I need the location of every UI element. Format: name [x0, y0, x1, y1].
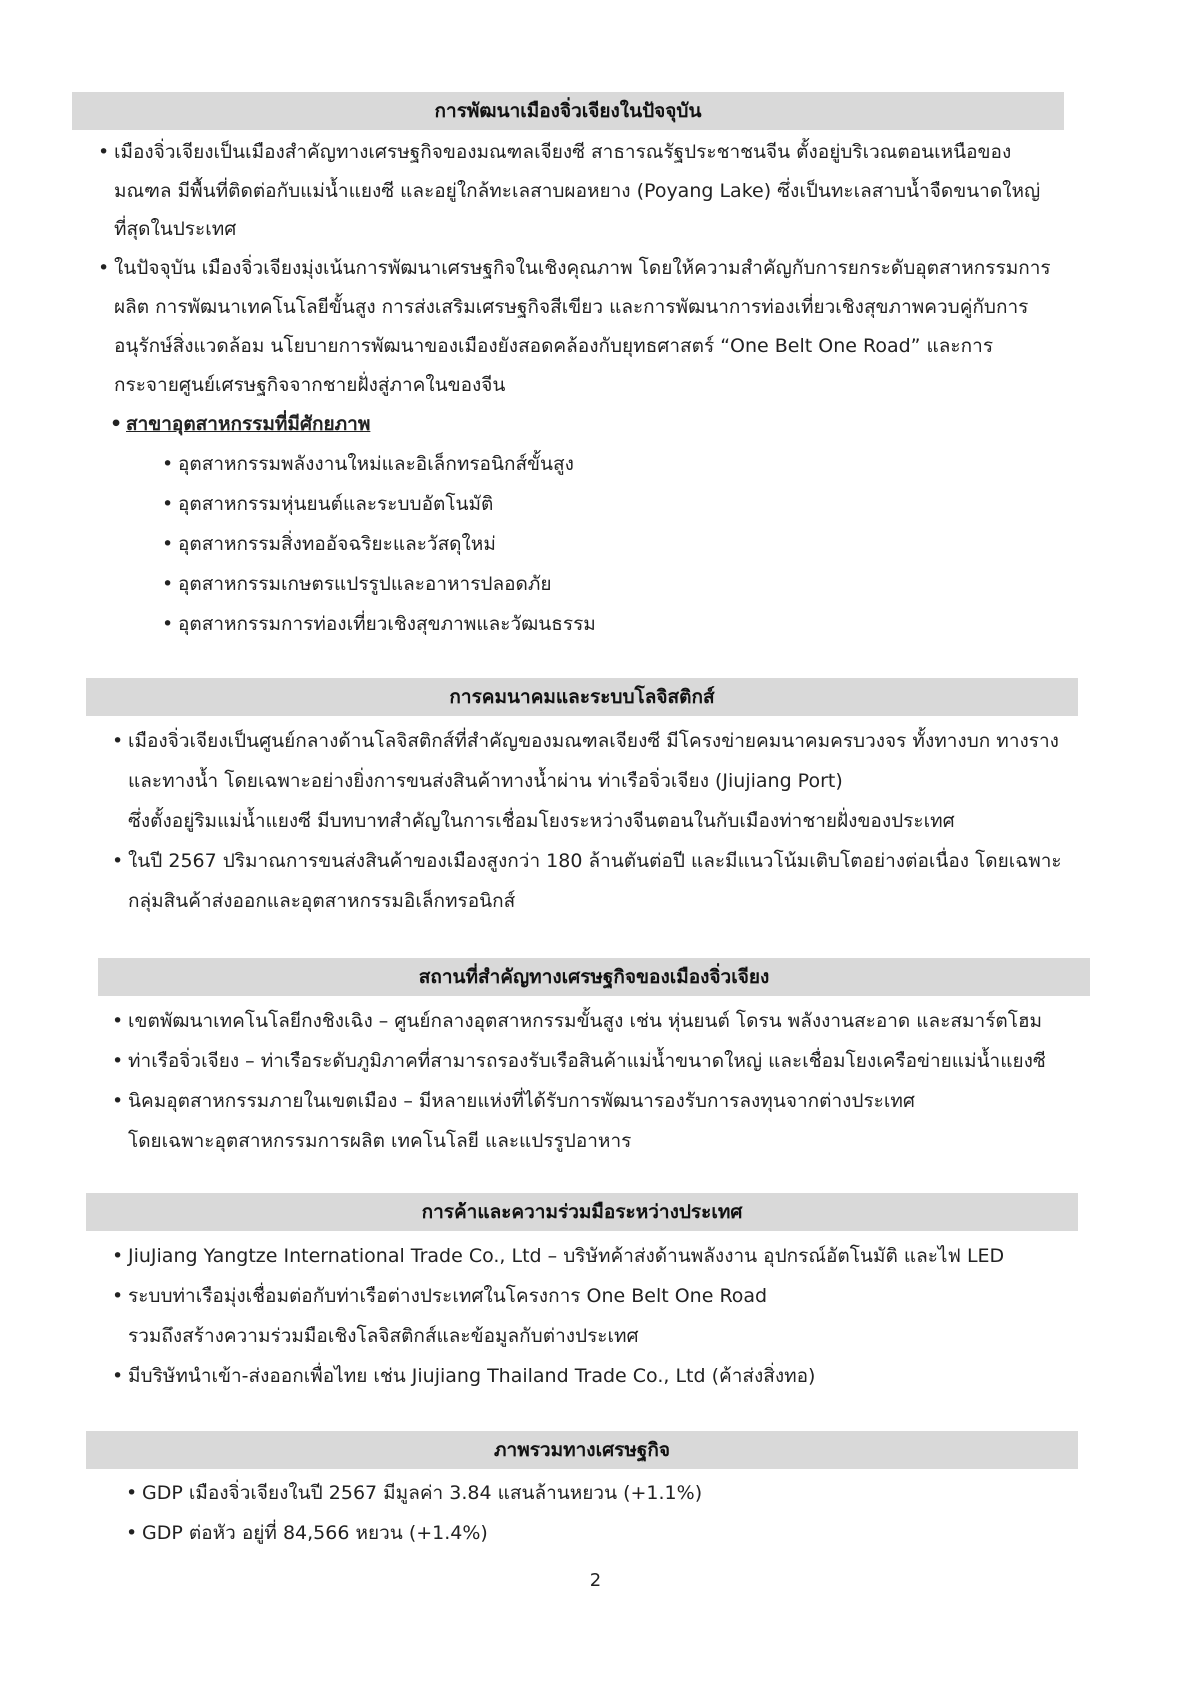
paragraph-line: อนุรักษ์สิ่งแวดล้อม นโยบายการพัฒนาของเมืองยังสอดคล้องกับยุทธศาสตร์ “One Belt One Road” และการ — [114, 335, 994, 357]
paragraph-line: • ในปี 2567 ปริมาณการขนส่งสินค้าของเมืองสูงกว่า 180 ล้านตันต่อปี และมีแนวโน้มเติบโตอย่างต่อเนื่อง โดยเฉพาะ — [128, 842, 1062, 880]
paragraph-line: • นิคมอุตสาหกรรมภายในเขตเมือง – มีหลายแห่งที่ได้รับการพัฒนารองรับการลงทุนจากต่างประเทศ — [128, 1082, 915, 1120]
paragraph-line: กระจายศูนย์เศรษฐกิจจากชายฝั่งสู่ภาคในของจีน — [114, 374, 506, 396]
paragraph-line: โดยเฉพาะอุตสาหกรรมการผลิต เทคโนโลยี และแปรรูปอาหาร — [128, 1130, 632, 1152]
industry-item: • อุตสาหกรรมเกษตรแปรรูปและอาหารปลอดภัย — [178, 565, 552, 603]
paragraph-line: • เมืองจิ่วเจียงเป็นเมืองสำคัญทางเศรษฐกิจของมณฑลเจียงซี สาธารณรัฐประชาชนจีน ตั้งอยู่บริเวณตอนเหนือของ — [114, 133, 1011, 171]
paragraph-line: • ในปัจจุบัน เมืองจิ่วเจียงมุ่งเน้นการพัฒนาเศรษฐกิจในเชิงคุณภาพ โดยให้ความสำคัญกับการยกระดับอุตสาหกรรมการ — [114, 249, 1051, 287]
paragraph-line: • มีบริษัทนำเข้า-ส่งออกเพื่อไทย เช่น Jiujiang Thailand Trade Co., Ltd (ค้าส่งสิ่งทอ) — [128, 1357, 815, 1395]
section-heading-logistics: การคมนาคมและระบบโลจิสติกส์ — [86, 678, 1078, 716]
section-heading-development: การพัฒนาเมืองจิ่วเจียงในปัจจุบัน — [72, 92, 1064, 130]
paragraph-line: • เขตพัฒนาเทคโนโลยีกงชิงเฉิง – ศูนย์กลางอุตสาหกรรมขั้นสูง เช่น หุ่นยนต์ โดรน พลังงานสะอาด และสมาร์ตโฮม — [128, 1002, 1042, 1040]
paragraph-line: ผลิต การพัฒนาเทคโนโลยีขั้นสูง การส่งเสริมเศรษฐกิจสีเขียว และการพัฒนาการท่องเที่ยวเชิงสุขภาพควบคู่กับการ — [114, 296, 1029, 318]
industry-item: • อุตสาหกรรมสิ่งทออัจฉริยะและวัสดุใหม่ — [178, 525, 496, 563]
paragraph-line: • ระบบท่าเรือมุ่งเชื่อมต่อกับท่าเรือต่างประเทศในโครงการ One Belt One Road — [128, 1277, 767, 1315]
paragraph-line: • GDP ต่อหัว อยู่ที่ 84,566 หยวน (+1.4%) — [142, 1514, 488, 1552]
section-heading-landmarks: สถานที่สำคัญทางเศรษฐกิจของเมืองจิ่วเจียง — [98, 958, 1090, 996]
page-number: 2 — [589, 1570, 602, 1591]
paragraph-line: • ท่าเรือจิ่วเจียง – ท่าเรือระดับภูมิภาคที่สามารถรองรับเรือสินค้าแม่น้ำขนาดใหญ่ และเชื่อมโยงเครือข่ายแม่น้ำแยงซี — [128, 1042, 1046, 1080]
paragraph-line: รวมถึงสร้างความร่วมมือเชิงโลจิสติกส์และข้อมูลกับต่างประเทศ — [128, 1325, 639, 1347]
paragraph-line: • เมืองจิ่วเจียงเป็นศูนย์กลางด้านโลจิสติกส์ที่สำคัญของมณฑลเจียงซี มีโครงข่ายคมนาคมครบวงจร ทั้งทางบก ทางราง — [128, 722, 1059, 760]
industry-item: • อุตสาหกรรมการท่องเที่ยวเชิงสุขภาพและวัฒนธรรม — [178, 605, 596, 643]
industry-item: • อุตสาหกรรมหุ่นยนต์และระบบอัตโนมัติ — [178, 485, 493, 523]
paragraph-line: กลุ่มสินค้าส่งออกและอุตสาหกรรมอิเล็กทรอนิกส์ — [128, 890, 516, 912]
paragraph-line: มณฑล มีพื้นที่ติดต่อกับแม่น้ำแยงซี และอยู่ใกล้ทะเลสาบผอหยาง (Poyang Lake) ซึ่งเป็นทะเลสาบน้ำจืดขนาดใหญ่ — [114, 180, 1041, 202]
section-heading-economy: ภาพรวมทางเศรษฐกิจ — [86, 1431, 1078, 1469]
industry-item: • อุตสาหกรรมพลังงานใหม่และอิเล็กทรอนิกส์ขั้นสูง — [178, 445, 574, 483]
section-heading-trade: การค้าและความร่วมมือระหว่างประเทศ — [86, 1193, 1078, 1231]
industries-subheading: • สาขาอุตสาหกรรมที่มีศักยภาพ — [126, 405, 370, 443]
paragraph-line: • GDP เมืองจิ่วเจียงในปี 2567 มีมูลค่า 3.84 แสนล้านหยวน (+1.1%) — [142, 1474, 702, 1512]
paragraph-line: ซึ่งตั้งอยู่ริมแม่น้ำแยงซี มีบทบาทสำคัญในการเชื่อมโยงระหว่างจีนตอนในกับเมืองท่าชายฝั่งของประเทศ — [128, 810, 955, 832]
paragraph-line: ที่สุดในประเทศ — [114, 218, 237, 240]
paragraph-line: • JiuJiang Yangtze International Trade Co., Ltd – บริษัทค้าส่งด้านพลังงาน อุปกรณ์อัตโนมัติ และไฟ LED — [128, 1237, 1004, 1275]
paragraph-line: และทางน้ำ โดยเฉพาะอย่างยิ่งการขนส่งสินค้าทางน้ำผ่าน ท่าเรือจิ่วเจียง (Jiujiang Port) — [128, 770, 843, 792]
